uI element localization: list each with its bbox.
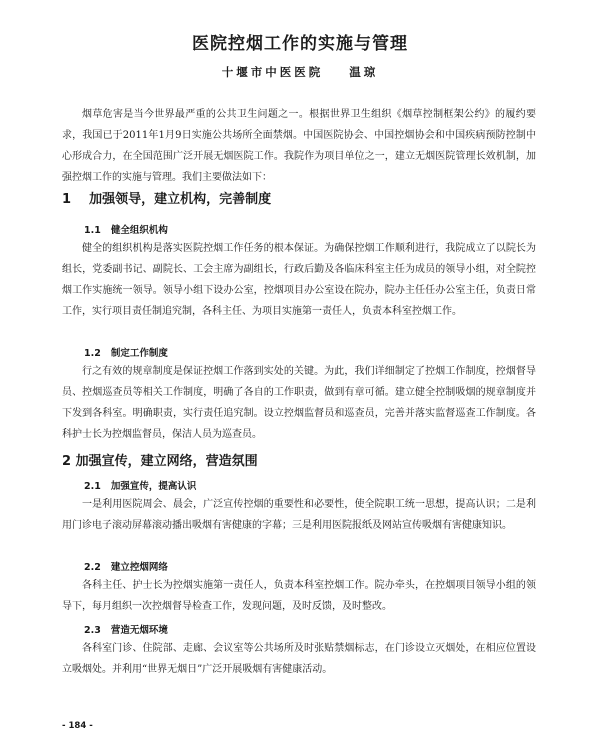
section-title: 加强宣传，建立网络，营造氛围 [75,454,258,469]
subsection-heading [84,347,168,361]
subsection-title: 营造无烟环境 [110,625,168,636]
paragraph: 一是利用医院周会、晨会，广泛宣传控烟的重要性和必要性，使全院职工统一思想，提高认识；二是利用门诊电子滚动屏幕滚动播出吸烟有害健康的字幕；三是利用医院报纸及网站宣传吸烟有害健康知识。 [62,499,536,531]
subsection-title: 健全组织机构 [110,225,168,236]
subsection-title: 加强宣传，提高认识 [110,481,197,492]
subsection-number: 2.2 [84,562,101,573]
article-title: 医院控烟工作的实施与管理 [192,34,408,54]
author-affiliation: 十堰市中医医院 [221,65,324,79]
paragraph: 各科室门诊、住院部、走廊、会议室等公共场所及时张贴禁烟标志，在门诊设立灭烟处，在相应位置设立吸烟处。并利用“世界无烟日”广泛开展吸烟有害健康活动。 [62,643,536,675]
section-title: 加强领导，建立机构，完善制度 [89,192,272,207]
subsection-heading [84,561,168,575]
subsection-number: 2.3 [84,625,101,636]
subsection-title: 制定工作制度 [110,348,168,359]
subsection-heading [84,480,196,494]
subsection-heading [84,624,168,638]
section-heading [62,453,258,471]
section-number: 1 [62,192,72,207]
subsection-heading [84,224,168,238]
page-number: - 184 - [62,721,93,731]
subsection-number: 2.1 [84,481,101,492]
author-line [0,64,600,80]
subsection-number: 1.1 [84,225,101,236]
paragraph: 行之有效的规章制度是保证控烟工作落到实处的关键。为此，我们详细制定了控烟工作制度，控烟督导员、控烟巡查员等相关工作制度，明确了各自的工作职责，做到有章可循。建立健全控制吸烟的规章制度并下发到各科室。明确职责，实行责任追究制。设立控烟监督员和巡查员，完善并落实监督巡查工作制度。各科护士长为控烟监督员，保洁人员为巡查员。 [62,366,536,440]
intro-paragraph: 烟草危害是当今世界最严重的公共卫生问题之一。根据世界卫生组织《烟草控制框架公约》的履约要求，我国已于2011年1月9日实施公共场所全面禁烟。中国医院协会、中国控烟协会和中国疾病预防控制中心形成合力，在全国范围广泛开展无烟医院工作。我院作为项目单位之一，建立无烟医院管理长效机制，加强控烟工作的实施与管理。我们主要做法如下： [62,109,536,183]
subsection-number: 1.2 [84,348,101,359]
section-heading [62,191,271,209]
author-name: 温琼 [349,65,379,79]
paragraph: 健全的组织机构是落实医院控烟工作任务的根本保证。为确保控烟工作顺利进行，我院成立了以院长为组长，党委副书记、副院长、工会主席为副组长，行政后勤及各临床科室主任为成员的领导小组，对全院控烟工作实施统一领导。领导小组下设办公室，控烟项目办公室设在院办，院办主任任办公室主任，负责日常工作，实行项目责任制追究制，各科主任、为项目实施第一责任人，负责本科室控烟工作。 [62,243,536,317]
subsection-title: 建立控烟网络 [110,562,168,573]
paragraph: 各科主任、护士长为控烟实施第一责任人，负责本科室控烟工作。院办牵头，在控烟项目领导小组的领导下，每月组织一次控烟督导检查工作，发现问题，及时反馈，及时整改。 [62,580,536,612]
section-number: 2 [62,454,72,469]
